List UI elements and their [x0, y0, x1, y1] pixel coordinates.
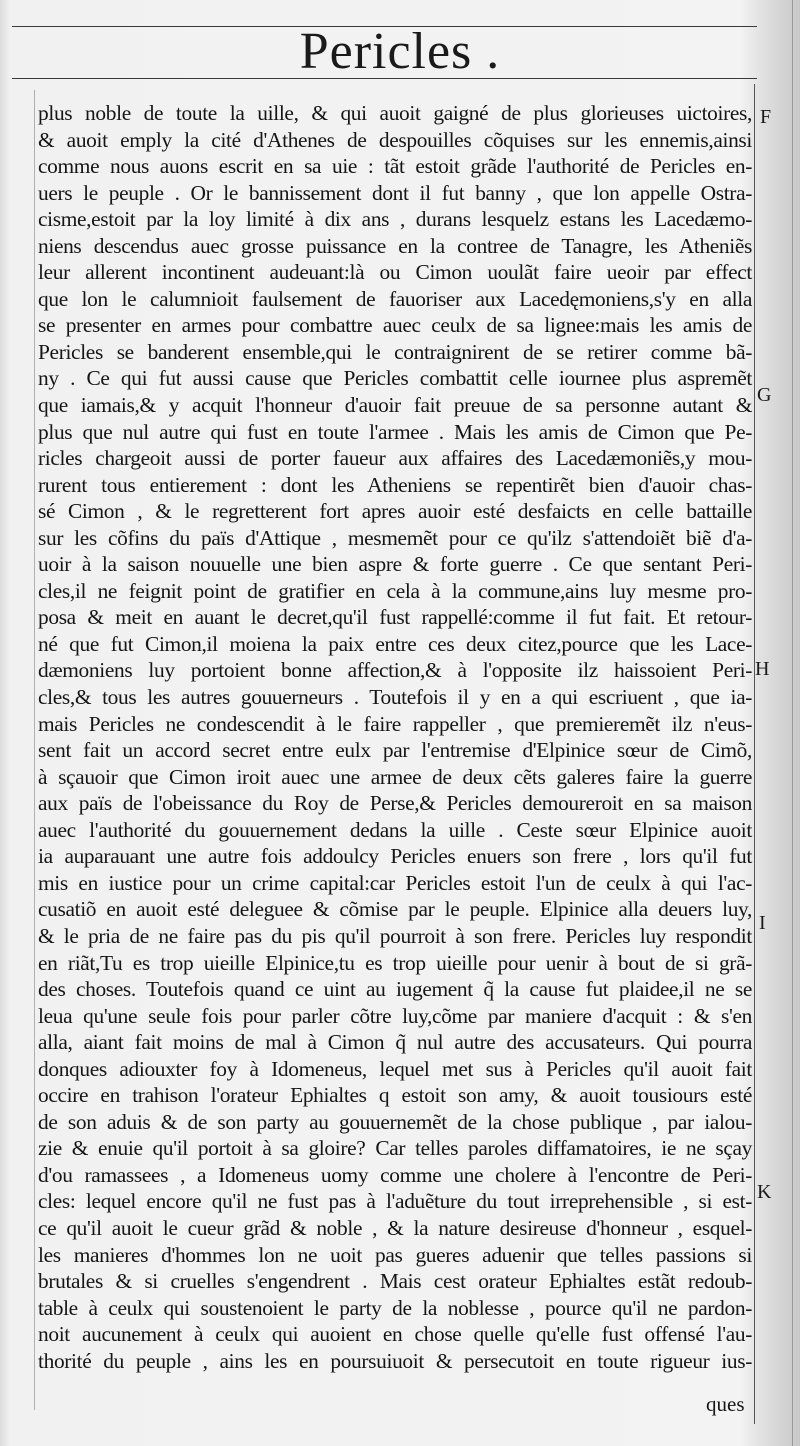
- text-line: dæmoniens luy portoient bonne affection,& à l'opposite ilz haissoient Peri-: [38, 658, 752, 683]
- left-margin-line: [34, 90, 35, 1410]
- text-line: ia auparauant une autre fois addoulcy Pericles enuers son frere , lors qu'il fut: [38, 844, 752, 869]
- body-text: [38, 100, 752, 1374]
- text-line: cusatiõ en auoit esté deleguee & cõmise par le peuple. Elpinice alla deuers luy,: [38, 897, 752, 922]
- margin-marker: F: [760, 106, 772, 128]
- text-line: ny . Ce qui fut aussi cause que Pericles combattit celle iournee plus aspremẽt: [38, 366, 752, 391]
- text-line: & auoit emply la cité d'Athenes de despouilles cõquises sur les ennemis,ainsi: [38, 127, 752, 152]
- text-line: plus que nul autre qui fust en toute l'armee . Mais les amis de Cimon que Pe-: [38, 419, 752, 444]
- text-line: en riãt,Tu es trop uieille Elpinice,tu es trop uieille pour uenir à bout de si grã-: [38, 950, 752, 975]
- text-line: table à ceulx qui soustenoient le party de la noblesse , pource qu'il ne pardon-: [38, 1295, 752, 1320]
- text-line: d'ou ramassees , a Idomeneus uomy comme une cholere à l'encontre de Peri-: [38, 1162, 752, 1187]
- text-line: cles,il ne feignit point de gratifier en cela à la commune,ains luy mesme pro-: [38, 578, 752, 603]
- text-line: & le pria de ne faire pas du pis qu'il pourroit à son frere. Pericles luy respondit: [38, 923, 752, 948]
- text-line: mais Pericles ne condescendit à le faire rappeller , que premieremẽt ilz n'eus-: [38, 711, 752, 736]
- text-line: plus noble de toute la uille, & qui auoit gaigné de plus glorieuses uictoires,: [38, 101, 752, 125]
- text-line: sur les cõfins du païs d'Attique , mesmemẽt pour ce qu'ilz s'attendoiẽt biẽ d'a-: [38, 525, 752, 550]
- text-line: cisme,estoit par la loy limité à dix ans , durans lesquelz estans les Lacedæmo-: [38, 207, 752, 232]
- text-line: aux païs de l'obeissance du Roy de Perse,& Pericles demoureroit en sa maison: [38, 791, 752, 816]
- margin-marker: K: [757, 1181, 772, 1203]
- text-line: uers le peuple . Or le bannissement dont il fut banny , que lon appelle Ostra-: [38, 180, 752, 205]
- text-line: uoir à la saison nouuelle une bien aspre & forte guerre . Ce que sentant Peri-: [38, 552, 752, 577]
- text-line: sent fait un accord secret entre eulx par l'entremise d'Elpinice sœur de Cimõ,: [38, 738, 752, 763]
- text-line: zie & enuie qu'il portoit à sa gloire? Car telles paroles diffamatoires, ie ne sçay: [38, 1136, 752, 1161]
- text-line: les manieres d'hommes lon ne uoit pas gueres aduenir que telles passions si: [38, 1242, 752, 1267]
- text-line: brutales & si cruelles s'engendrent . Mais cest orateur Ephialtes estãt redoub-: [38, 1269, 752, 1294]
- text-line: niens descendus auec grosse puissance en la contree de Tanagre, les Atheniẽs: [38, 233, 752, 258]
- text-line: ce qu'il auoit le cueur grãd & noble , & la nature desireuse d'honneur , esquel-: [38, 1215, 752, 1240]
- text-line: sé Cimon , & le regretterent fort apres auoir esté desfaicts en celle battaille: [38, 499, 752, 524]
- text-line: ricles chargeoit aussi de porter faueur aux affaires des Lacedæmoniẽs,y mou-: [38, 446, 752, 471]
- right-margin-line: [754, 84, 755, 1424]
- text-line: rurent tous entierement : dont les Atheniens se repentirẽt bien d'auoir chas-: [38, 472, 752, 497]
- text-line: Pericles se banderent ensemble,qui le contraignirent de se retirer comme bã-: [38, 339, 752, 364]
- text-line: alla, aiant fait moins de mal à Cimon q̃ nul autre des accusateurs. Qui pourra: [38, 1030, 752, 1055]
- catchword: ques: [706, 1392, 745, 1416]
- margin-marker: H: [755, 658, 770, 680]
- text-line: leua qu'une seule fois pour parler cõtre luy,cõme par maniere d'acquit : & s'en: [38, 1003, 752, 1028]
- text-line: donques adiouxter foy à Idomeneus, lequel met sus à Pericles qu'il auoit fait: [38, 1056, 752, 1081]
- text-line: comme nous auons escrit en sa uie : tãt estoit grãde l'authorité de Pericles en-: [38, 154, 752, 179]
- text-line: né que fut Cimon,il moiena la paix entre ces deux citez,pource que les Lace-: [38, 631, 752, 656]
- text-line: que iamais,& y acquit l'honneur d'auoir fait preuue de sa personne autant &: [38, 393, 752, 418]
- margin-marker: I: [759, 912, 766, 934]
- text-line: des choses. Toutefois quand ce uint au iugement q̃ la cause fut plaidee,il ne se: [38, 977, 752, 1002]
- text-line: cles,& tous les autres gouuerneurs . Toutefois il y en a qui escriuent , que ia-: [38, 685, 752, 710]
- text-line: auec l'authorité du gouuernement dedans la uille . Ceste sœur Elpinice auoit: [38, 817, 752, 842]
- margin-marker: G: [757, 384, 772, 406]
- text-line: leur allerent incontinent audeuant:là ou Cimon uoulãt faire ueoir par effect: [38, 260, 752, 285]
- text-line: que lon le calumnioit faulsement de fauoriser aux Lacedęmoniens,s'y en alla: [38, 286, 752, 311]
- page-edge-line: [792, 0, 793, 1446]
- text-line: à sçauoir que Cimon iroit auec une armee de deux cẽts galeres faire la guerre: [38, 764, 752, 789]
- text-line: noit aucunement à ceulx qui auoient en chose quelle qu'elle fust offensé l'au-: [38, 1322, 752, 1347]
- text-line: thorité du peuple , ains les en poursuiuoit & persecutoit en toute rigueur ius-: [38, 1348, 752, 1373]
- text-line: se presenter en armes pour combattre auec ceulx de sa lignee:mais les amis de: [38, 313, 752, 338]
- text-line: mis en iustice pour un crime capital:car Pericles estoit l'un de ceulx à qui l'ac-: [38, 870, 752, 895]
- running-header-title: Pericles .: [299, 23, 501, 80]
- text-line: cles: lequel encore qu'il ne fust pas à l'aduẽture du tout irreprehensible , si est-: [38, 1189, 752, 1214]
- text-line: de son aduis & de son party au gouuernemẽt de la chose publique , par ialou-: [38, 1109, 752, 1134]
- text-line: occire en trahison l'orateur Ephialtes q estoit son amy, & auoit tousiours esté: [38, 1083, 752, 1108]
- text-line: posa & meit en auant le decret,qu'il fust rappellé:comme il fut fait. Et retour-: [38, 605, 752, 630]
